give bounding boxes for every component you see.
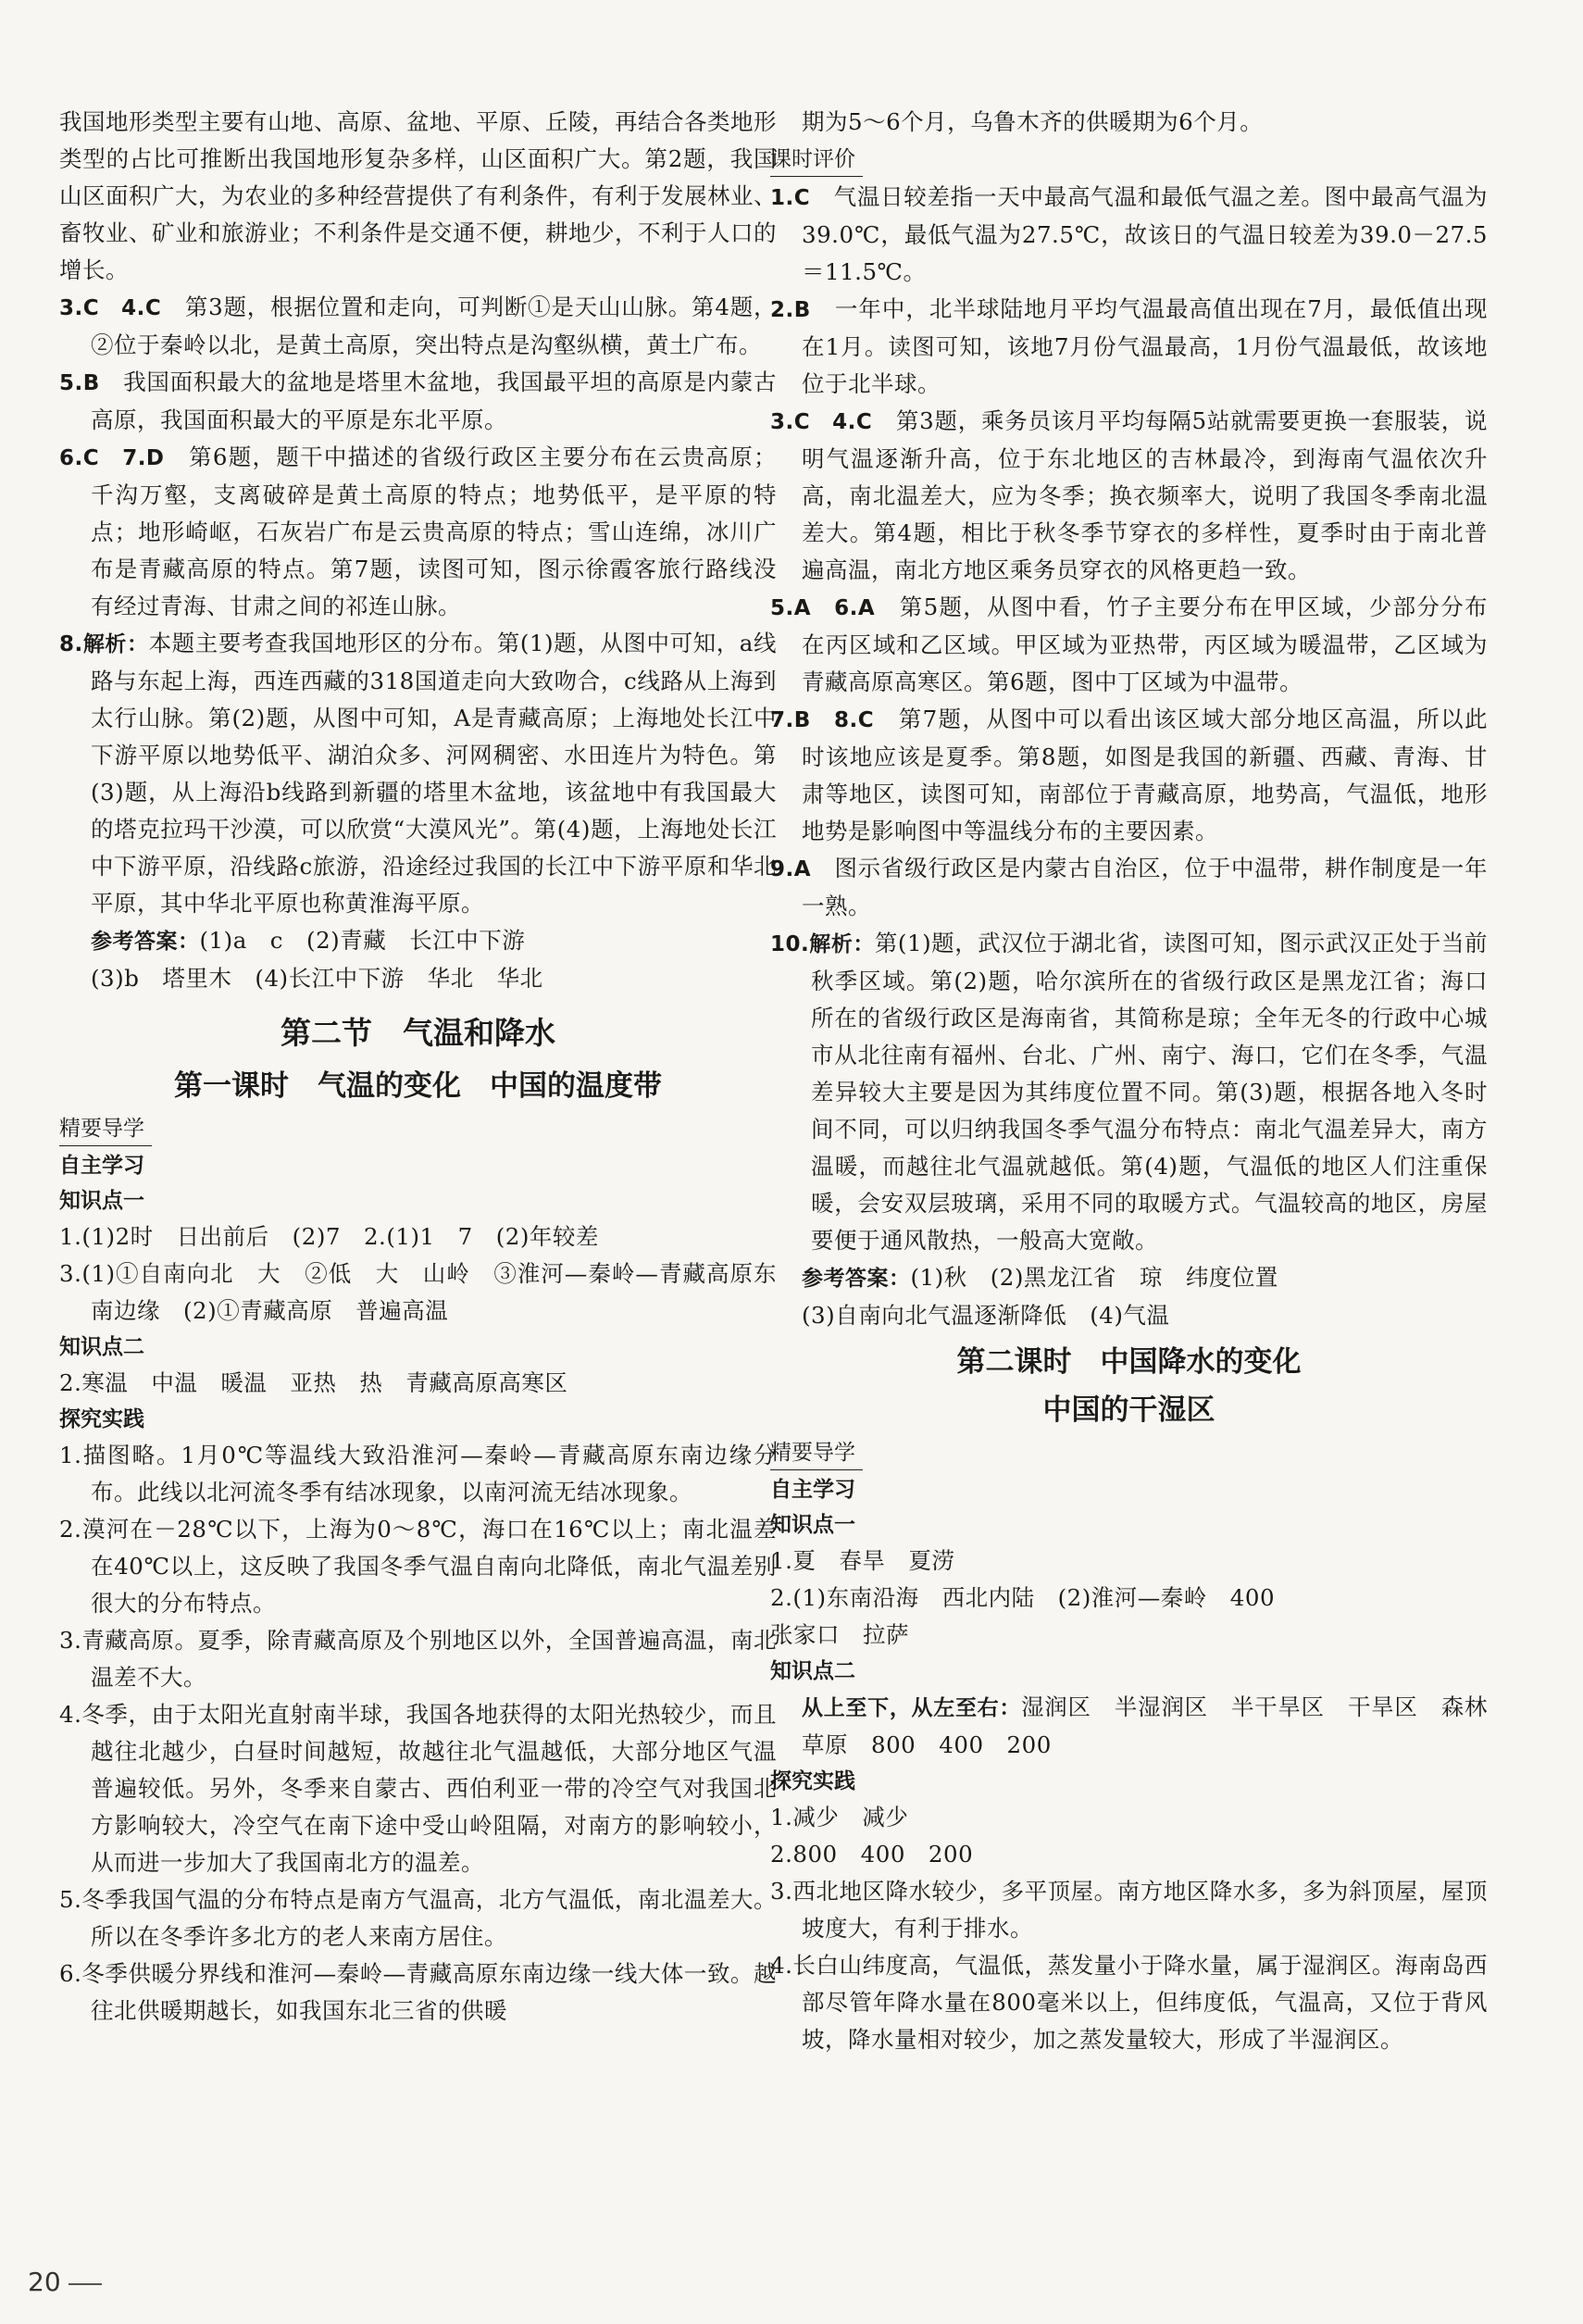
answer-label: 9.A [770, 857, 812, 881]
reference-answer-cont: (3)自南向北气温逐渐降低 (4)气温 [802, 1302, 1170, 1329]
answer-label: 3.C 4.C [770, 410, 873, 434]
answer-2 [770, 291, 1488, 403]
practice-answer: 3.青藏高原。夏季，除青藏高原及个别地区以外，全国普遍高温，南北温差不大。 [59, 1627, 777, 1691]
answer-label: 7.B 8.C [770, 708, 875, 732]
answer-3-4 [59, 289, 777, 364]
practice-answer: 4.冬季，由于太阳光直射南半球，我国各地获得的太阳光热较少，而且越往北越少，白昼时间越短，故越往北气温越低，大部分地区气温普遍较低。另外，冬季来自蒙古、西伯利亚一带的冷空气对我国北方影响较大，冷空气在南下途中受山岭阻隔，对南方的影响较小，从而进一步加大了我国南北方的温差。 [59, 1701, 777, 1876]
answer-8 [59, 625, 777, 922]
reference-answer-cont: (3)b 塔里木 (4)长江中下游 华北 华北 [91, 965, 543, 992]
section-title: 第二节 气温和降水 [280, 1015, 555, 1051]
knowledge-answer: 2.(1)东南沿海 西北内陆 (2)淮河—秦岭 400 [770, 1584, 1276, 1611]
reference-label: 参考答案： [91, 930, 200, 954]
answer-label: 5.A 6.A [770, 596, 876, 620]
answer-label: 6.C 7.D [59, 446, 165, 470]
answer-paragraph: 我国地形类型主要有山地、高原、盆地、平原、丘陵，再结合各类地形类型的占比可推断出我国地形复杂多样，山区面积广大。第2题，我国山区面积广大，为农业的多种经营提供了有利条件，有利于发展林业、畜牧业、矿业和旅游业；不利条件是交通不便，耕地少，不利于人口的增长。 [59, 108, 777, 283]
knowledge-answer: 1.(1)2时 日出前后 (2)7 2.(1)1 7 (2)年较差 [59, 1223, 599, 1250]
knowledge-point-2: 知识点二 [770, 1659, 855, 1683]
practice-answer: 1.减少 减少 [770, 1804, 909, 1830]
answer-label: 3.C 4.C [59, 296, 162, 320]
practice-answer: 4.长白山纬度高，气温低，蒸发量小于降水量，属于湿润区。海南岛西部尽管年降水量在800毫米以上，但纬度低，气温高，又位于背风坡，降水量相对较少，加之蒸发量较大，形成了半湿润区。 [770, 1952, 1488, 2053]
answer-text: 第7题，从图中可以看出该区域大部分地区高温，所以此时该地应该是夏季。第8题，如图是我国的新疆、西藏、青海、甘肃等地区，读图可知，南部位于青藏高原，地势高，气温低，地形地势是影响图中等温线分布的主要因素。 [802, 706, 1488, 844]
answer-6-7 [59, 439, 777, 625]
practice-answer: 5.冬季我国气温的分布特点是南方气温高，北方气温低，南北温差大。所以在冬季许多北方的老人来南方居住。 [59, 1886, 777, 1950]
page-number: 20 [28, 2267, 61, 2297]
answer-label: 10.解析： [770, 932, 875, 956]
answer-text: 气温日较差指一天中最高气温和最低气温之差。图中最高气温为39.0℃，最低气温为27.5℃，故该日的气温日较差为39.0－27.5＝11.5℃。 [802, 183, 1488, 285]
right-column [770, 104, 1512, 2058]
lesson-title-cont: 中国的干湿区 [1042, 1393, 1215, 1427]
answer-3-4 [770, 403, 1488, 589]
answer-text: 第3题，乘务员该月平均每隔5站就需要更换一套服装，说明气温逐渐升高，位于东北地区的吉林最冷，到海南气温依次升高，南北温差大，应为冬季；换衣频率大，说明了我国冬季南北温差大。第4题，相比于秋冬季节穿衣的多样性，夏季时由于南北普遍高温，南北方地区乘务员穿衣的风格更趋一致。 [802, 407, 1488, 583]
answer-label: 5.B [59, 371, 100, 395]
answer-text: 我国面积最大的盆地是塔里木盆地，我国最平坦的高原是内蒙古高原，我国面积最大的平原是东北平原。 [91, 369, 777, 433]
practice-answer: 6.冬季供暖分界线和淮河—秦岭—青藏高原东南边缘一线大体一致。越往北供暖期越长，如我国东北三省的供暖 [59, 1960, 777, 2024]
knowledge-label: 从上至下，从左至右： [802, 1696, 1022, 1720]
answer-text: 一年中，北半球陆地月平均气温最高值出现在7月，最低值出现在1月。读图可知，该地7月份气温最高，1月份气温最低，故该地位于北半球。 [802, 295, 1488, 397]
evaluation-heading: 课时评价 [770, 143, 863, 177]
lesson-title: 第二课时 中国降水的变化 [956, 1345, 1302, 1379]
answer-9 [770, 850, 1488, 925]
practice-answer: 2.800 400 200 [770, 1841, 974, 1868]
answer-label: 1.C [770, 186, 811, 210]
knowledge-text: 湿润区 半湿润区 半干旱区 干旱区 森林 草原 800 400 200 [802, 1693, 1512, 1758]
practice-heading: 探究实践 [770, 1769, 855, 1793]
knowledge-answer [770, 1689, 1512, 1764]
knowledge-point-1: 知识点一 [59, 1189, 144, 1213]
lesson-title: 第一课时 气温的变化 中国的温度带 [174, 1069, 662, 1103]
self-study-heading: 自主学习 [770, 1478, 855, 1502]
knowledge-answer: 2.寒温 中温 暖温 亚热 热 青藏高原高寒区 [59, 1369, 568, 1396]
answer-5-6 [770, 589, 1488, 701]
answer-1 [770, 179, 1488, 291]
answer-label: 2.B [770, 298, 811, 322]
reference-label: 参考答案： [802, 1267, 911, 1291]
reference-answer [770, 1259, 1488, 1297]
reference-text: (1)秋 (2)黑龙江省 琼 纬度位置 [910, 1264, 1278, 1291]
answer-text: 第(1)题，武汉位于湖北省，读图可知，图示武汉正处于当前秋季区域。第(2)题，哈尔滨所在的省级行政区是黑龙江省；海口所在的省级行政区是海南省，其简称是琼；全年无冬的行政中心城市从北往南有福州、台北、广州、南宁、海口，它们在冬季，气温差异较大主要是因为其纬度位置不同。第(3)题，根据各地入冬时间不同，可以归纳我国冬季气温分布特点：南北气温差异大，南方温暖，而越往北气温就越低。第(4)题，气温低的地区人们注重保暖，会安双层玻璃，采用不同的取暖方式。气温较高的地区，房屋要便于通风散热，一般高大宽敞。 [811, 930, 1488, 1254]
knowledge-point-2: 知识点二 [59, 1335, 144, 1359]
answer-7-8 [770, 701, 1488, 850]
answer-10 [770, 925, 1488, 1259]
knowledge-answer-cont: 张家口 拉萨 [770, 1621, 909, 1648]
continued-paragraph: 期为5～6个月，乌鲁木齐的供暖期为6个月。 [802, 108, 1264, 135]
answer-5 [59, 364, 777, 439]
knowledge-point-1: 知识点一 [770, 1513, 855, 1537]
answer-label: 8.解析： [59, 632, 149, 656]
practice-heading: 探究实践 [59, 1407, 144, 1431]
practice-answer: 2.漠河在－28℃以下，上海为0～8℃，海口在16℃以上；南北温差在40℃以上，这反映了我国冬季气温自南向北降低，南北气温差别很大的分布特点。 [59, 1516, 777, 1617]
reference-text: (1)a c (2)青藏 长江中下游 [199, 927, 526, 954]
page-number-dash [69, 2283, 102, 2285]
practice-answer: 3.西北地区降水较少，多平顶屋。南方地区降水多，多为斜顶屋，屋顶坡度大，有利于排水。 [770, 1878, 1488, 1942]
guide-heading: 精要导学 [770, 1436, 863, 1470]
answer-text: 图示省级行政区是内蒙古自治区，位于中温带，耕作制度是一年一熟。 [802, 855, 1488, 919]
answer-text: 第3题，根据位置和走向，可判断①是天山山脉。第4题，②位于秦岭以北，是黄土高原，突出特点是沟壑纵横，黄土广布。 [91, 294, 777, 358]
practice-answer: 1.描图略。1月0℃等温线大致沿淮河—秦岭—青藏高原东南边缘分布。此线以北河流冬季有结冰现象，以南河流无结冰现象。 [59, 1442, 777, 1506]
left-column [59, 104, 777, 2030]
answer-text: 第5题，从图中看，竹子主要分布在甲区域，少部分分布在丙区域和乙区域。甲区域为亚热带，丙区域为暖温带，乙区域为青藏高原高寒区。第6题，图中丁区域为中温带。 [802, 593, 1488, 695]
self-study-heading: 自主学习 [59, 1154, 144, 1178]
knowledge-answer: 3.(1)①自南向北 大 ②低 大 山岭 ③淮河—秦岭—青藏高原东南边缘 (2)①青藏高原 普遍高温 [59, 1260, 777, 1324]
answer-text: 第6题，题干中描述的省级行政区主要分布在云贵高原；千沟万壑，支离破碎是黄土高原的特点；地势低平，是平原的特点；地形崎岖，石灰岩广布是云贵高原的特点；雪山连绵，冰川广布是青藏高原的特点。第7题，读图可知，图示徐霞客旅行路线没有经过青海、甘肃之间的祁连山脉。 [91, 444, 778, 619]
answer-text: 本题主要考查我国地形区的分布。第(1)题，从图中可知，a线路与东起上海，西连西藏的318国道走向大致吻合，c线路从上海到太行山脉。第(2)题，从图中可知，A是青藏高原；上海地处长江中下游平原以地势低平、湖泊众多、河网稠密、水田连片为特色。第(3)题，从上海沿b线路到新疆的塔里木盆地，该盆地中有我国最大的塔克拉玛干沙漠，可以欣赏“大漠风光”。第(4)题，上海地处长江中下游平原，沿线路c旅游，沿途经过我国的长江中下游平原和华北平原，其中华北平原也称黄淮海平原。 [91, 630, 777, 917]
guide-heading: 精要导学 [59, 1112, 152, 1146]
reference-answer [59, 922, 777, 960]
knowledge-answer: 1.夏 春旱 夏涝 [770, 1547, 955, 1574]
